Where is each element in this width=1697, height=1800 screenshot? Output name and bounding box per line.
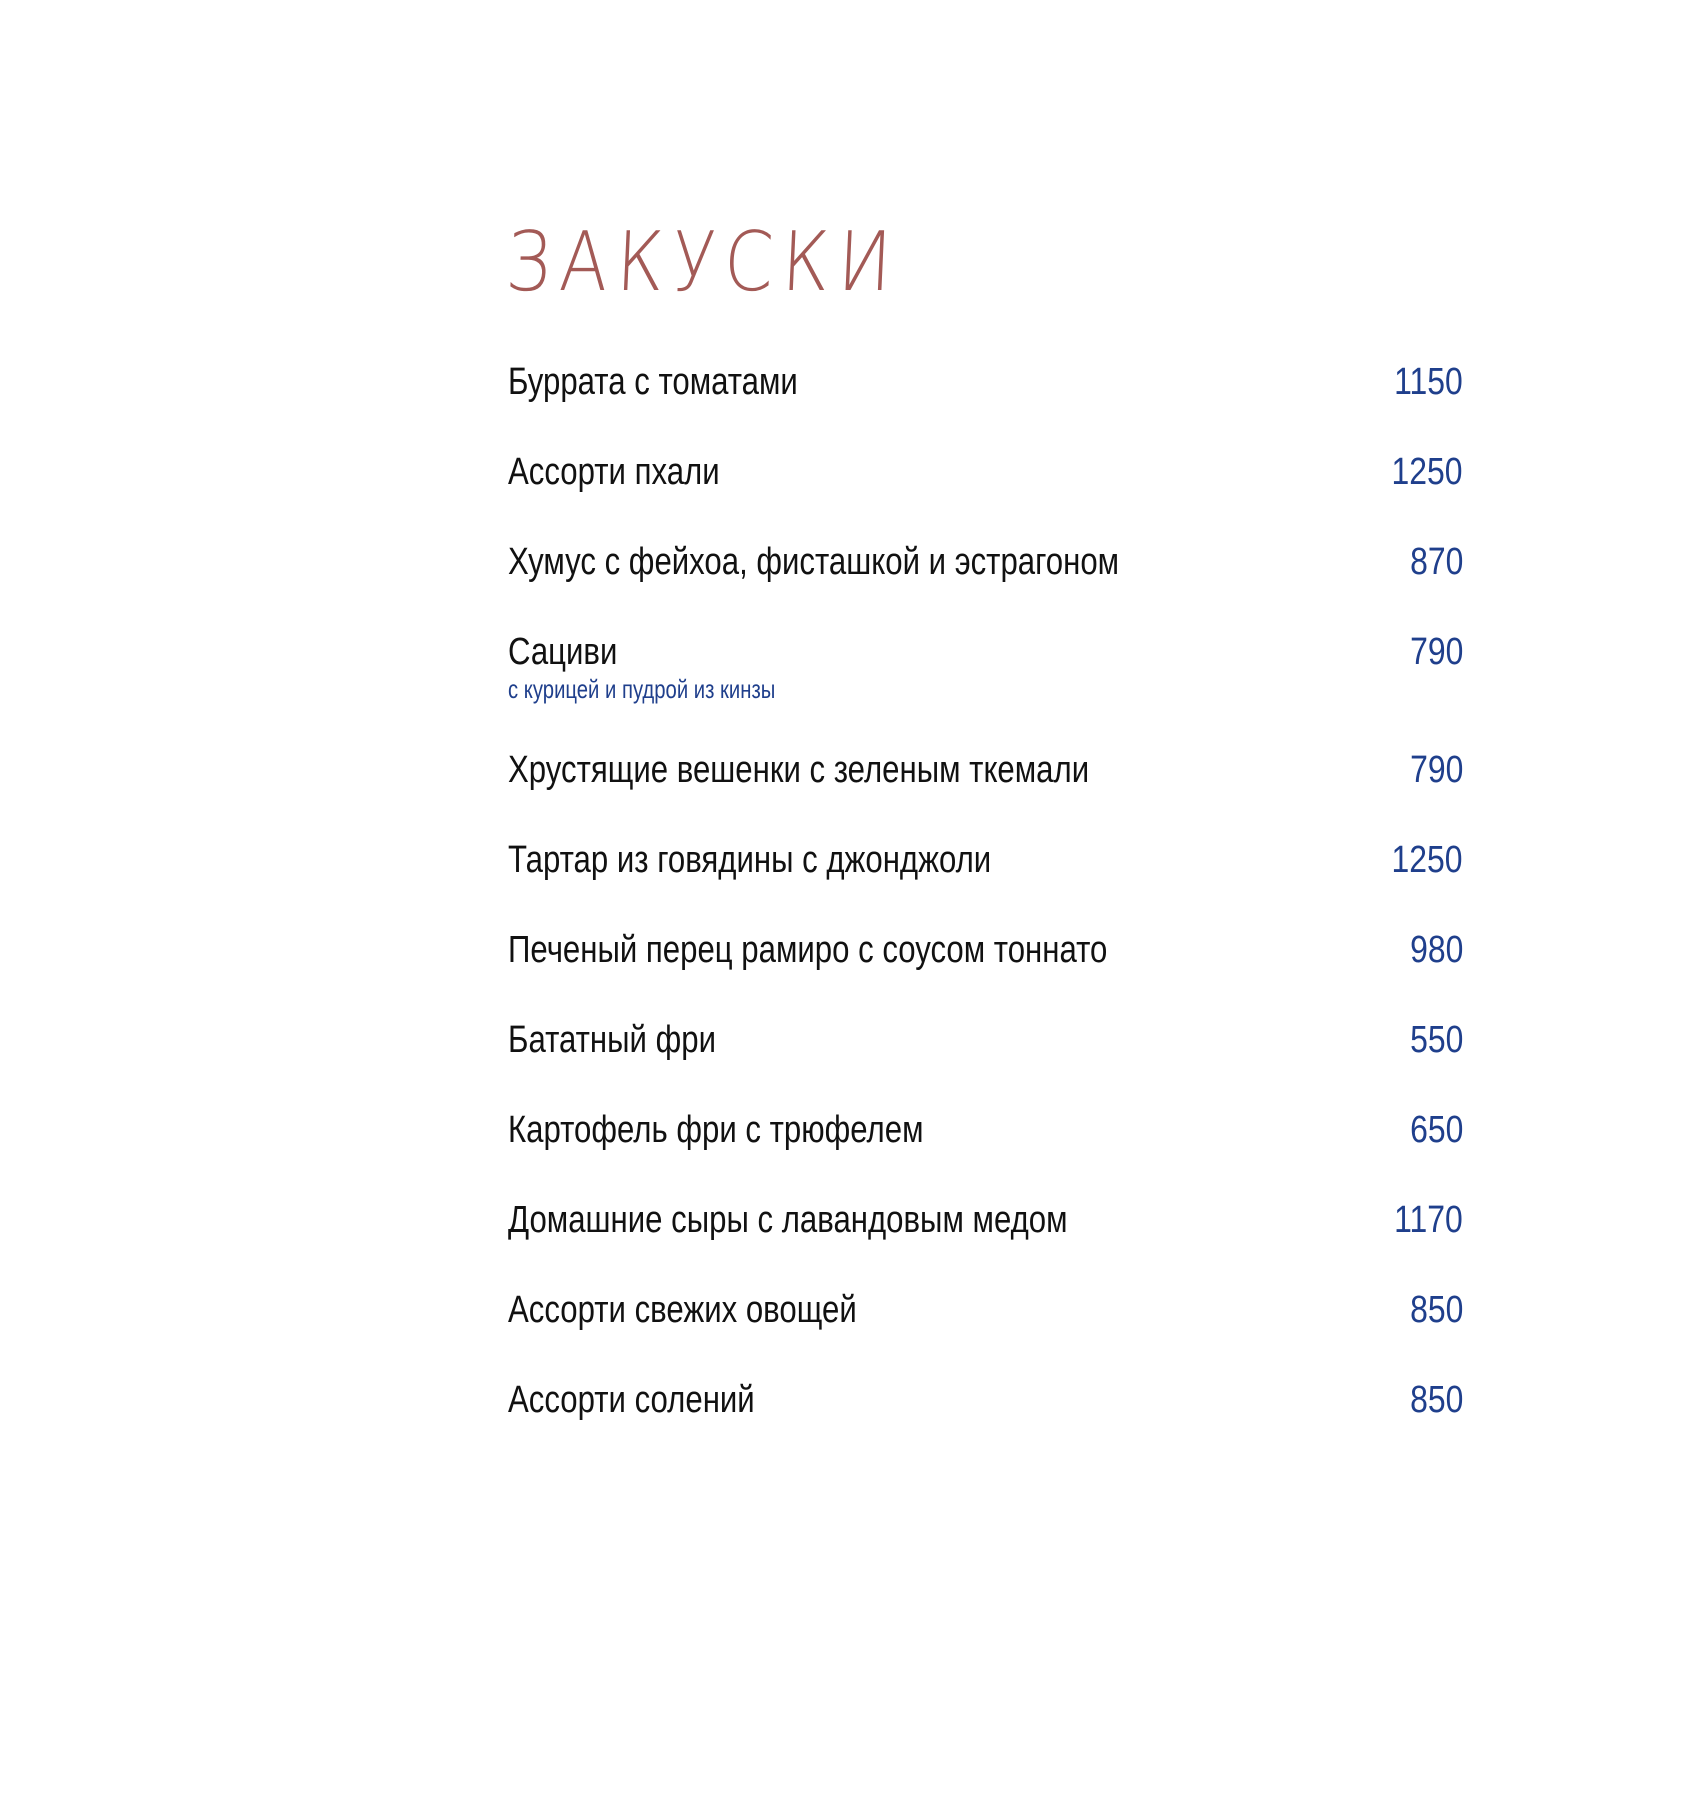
menu-item-name: Хумус с фейхоа, фисташкой и эстрагоном bbox=[508, 541, 1120, 583]
menu-item-price: 1250 bbox=[1391, 839, 1463, 881]
menu-item-name: Сациви bbox=[508, 631, 618, 673]
menu-item-name: Буррата с томатами bbox=[508, 361, 798, 403]
menu-item-name: Хрустящие вешенки с зеленым ткемали bbox=[508, 749, 1090, 791]
menu-item-price: 650 bbox=[1409, 1109, 1463, 1151]
menu-item-name: Ассорти солений bbox=[508, 1379, 755, 1421]
menu-item-price: 1150 bbox=[1394, 361, 1463, 403]
menu-item-name: Тартар из говядины с джонджоли bbox=[508, 839, 992, 881]
menu-item-name: Картофель фри с трюфелем bbox=[508, 1109, 924, 1151]
menu-item-price: 790 bbox=[1409, 749, 1463, 791]
menu-item-name: Ассорти пхали bbox=[508, 451, 720, 493]
section-title: ЗАКУСКИ bbox=[504, 215, 903, 310]
menu-item-name: Ассорти свежих овощей bbox=[508, 1289, 857, 1331]
menu-item-name: Бататный фри bbox=[508, 1019, 716, 1061]
menu-item-price: 1170 bbox=[1394, 1199, 1463, 1241]
menu-item-price: 850 bbox=[1409, 1289, 1463, 1331]
menu-item-name: Печеный перец рамиро с соусом тоннато bbox=[508, 929, 1108, 971]
menu-item-price: 550 bbox=[1409, 1019, 1463, 1061]
menu-item-price: 850 bbox=[1409, 1379, 1463, 1421]
menu-item-description: с курицей и пудрой из кинзы bbox=[508, 674, 776, 704]
menu-item-price: 1250 bbox=[1391, 451, 1463, 493]
menu-item-price: 870 bbox=[1409, 541, 1463, 583]
menu-item-name: Домашние сыры с лавандовым медом bbox=[508, 1199, 1068, 1241]
menu-item-price: 980 bbox=[1409, 929, 1463, 971]
menu-item-price: 790 bbox=[1409, 631, 1463, 673]
